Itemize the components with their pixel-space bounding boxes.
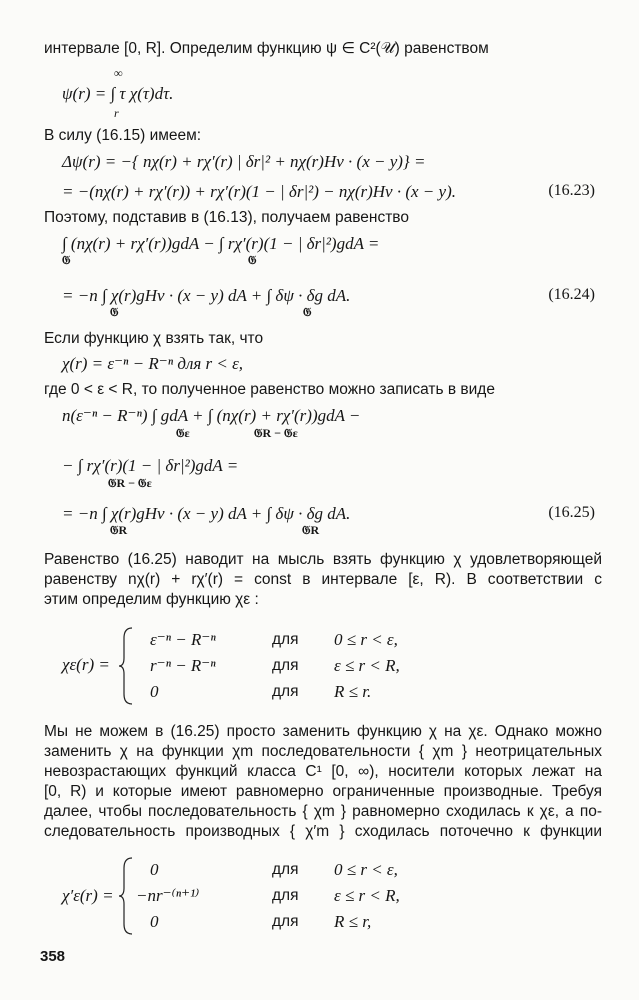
equation-16-24-line2: = −n ∫ χ(r)gHν · (x − y) dA + ∫ δψ · δg dA.	[62, 286, 351, 305]
equation-16-25-line2: − ∫ rχ′(r)(1 − | δr|²)gdA =	[62, 456, 239, 475]
domain-subscript: 𝔊	[110, 305, 119, 319]
text-line: далее, чтобы последовательность { χm } равномерно сходилась к χε, а по-	[44, 803, 602, 820]
integral-lower-limit: r	[114, 106, 119, 120]
page-number: 358	[40, 948, 66, 965]
equation-16-25-line1: n(ε⁻ⁿ − R⁻ⁿ) ∫ gdA + ∫ (nχ(r) + rχ′(r))gdA −	[62, 406, 361, 425]
piecewise-expr: 0	[150, 682, 159, 701]
domain-subscript: 𝔊R − 𝔊ε	[254, 426, 298, 440]
piecewise-cond: 0 ≤ r < ε,	[334, 860, 398, 879]
piecewise-cond: 0 ≤ r < ε,	[334, 630, 398, 649]
left-brace	[118, 856, 134, 936]
text-line: Мы не можем в (16.25) просто заменить функцию χ на χε. Однако можно	[44, 723, 602, 740]
domain-subscript: 𝔊R − 𝔊ε	[108, 476, 152, 490]
piecewise-word: для	[272, 913, 299, 930]
piecewise-cond: R ≤ r.	[334, 682, 372, 701]
domain-subscript: 𝔊R	[302, 523, 320, 537]
piecewise-cond: ε ≤ r < R,	[334, 656, 400, 675]
piecewise-word: для	[272, 861, 299, 878]
equation-number: (16.23)	[548, 182, 595, 199]
equation-16-24-line1: ∫ (nχ(r) + rχ′(r))gdA − ∫ rχ′(r)(1 − | δr|²)gdA =	[62, 234, 380, 253]
text-line: [0, R) и которые имеют равномерно ограниченные производные. Требуя	[44, 783, 602, 800]
domain-subscript: 𝔊	[248, 253, 257, 267]
domain-subscript: 𝔊ε	[176, 426, 190, 440]
text-line: В силу (16.15) имеем:	[44, 127, 202, 144]
piecewise-expr: 0	[150, 860, 159, 879]
text-line: следовательность производных { χ′m } сходилась поточечно к функции	[44, 823, 602, 840]
text-line: невозрастающих функций класса C¹ [0, ∞), носители которых лежат на	[44, 763, 602, 780]
text-line: где 0 < ε < R, то полученное равенство можно записать в виде	[44, 381, 495, 398]
piecewise-word: для	[272, 887, 299, 904]
piecewise-cond: R ≤ r,	[334, 912, 372, 931]
text-line: Поэтому, подставив в (16.13), получаем равенство	[44, 209, 409, 226]
piecewise-lhs: χε(r) =	[62, 655, 110, 674]
domain-subscript: 𝔊	[62, 253, 71, 267]
domain-subscript: 𝔊R	[110, 523, 128, 537]
integral-upper-limit: ∞	[114, 66, 123, 80]
piecewise-word: для	[272, 683, 299, 700]
equation-16-25-line3: = −n ∫ χ(r)gHν · (x − y) dA + ∫ δψ · δg dA.	[62, 504, 351, 523]
domain-subscript: 𝔊	[303, 305, 312, 319]
equation-chi: χ(r) = ε⁻ⁿ − R⁻ⁿ для r < ε,	[62, 354, 244, 373]
left-brace	[118, 626, 134, 706]
equation-16-23-line2: = −(nχ(r) + rχ′(r)) + rχ′(r)(1 − | δr|²) − nχ(r)Hν · (x − y).	[62, 182, 456, 201]
equation-16-23-line1: Δψ(r) = −{ nχ(r) + rχ′(r) | δr|² + nχ(r)Hν · (x − y)} =	[62, 152, 426, 171]
piecewise-expr: r⁻ⁿ − R⁻ⁿ	[150, 656, 216, 675]
text-line: равенству nχ(r) + rχ′(r) = const в интервале [ε, R). В соответствии с	[44, 571, 602, 588]
piecewise-expr: ε⁻ⁿ − R⁻ⁿ	[150, 630, 216, 649]
piecewise-cond: ε ≤ r < R,	[334, 886, 400, 905]
piecewise-lhs: χ′ε(r) =	[62, 886, 114, 905]
equation-number: (16.25)	[548, 504, 595, 521]
text-line: интервале [0, R]. Определим функцию ψ ∈ C²(𝒰) равенством	[44, 40, 489, 57]
text-line: этим определим функцию χε :	[44, 591, 259, 608]
piecewise-expr: −nr⁻⁽ⁿ⁺¹⁾	[136, 886, 200, 905]
text-line: заменить χ на функции χm последовательности { χm } неотрицательных	[44, 743, 602, 760]
piecewise-word: для	[272, 657, 299, 674]
piecewise-expr: 0	[150, 912, 159, 931]
equation-psi: ψ(r) = ∫ τ χ(τ)dτ.	[62, 84, 174, 103]
text-line: Равенство (16.25) наводит на мысль взять функцию χ удовлетворяющей	[44, 551, 602, 568]
piecewise-word: для	[272, 631, 299, 648]
text-line: Если функцию χ взять так, что	[44, 330, 264, 347]
equation-number: (16.24)	[548, 286, 595, 303]
